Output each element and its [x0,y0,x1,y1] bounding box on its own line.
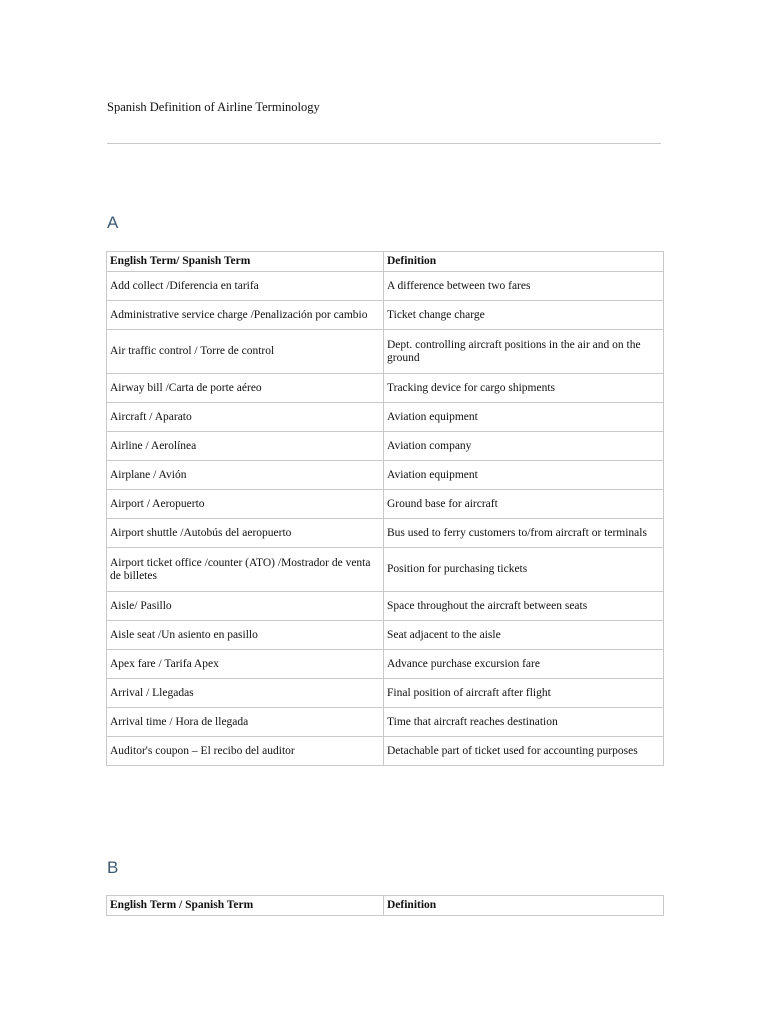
definition-cell: Advance purchase excursion fare [384,650,664,679]
table-row [107,519,664,548]
table-row [107,490,664,519]
definition-cell: Aviation company [384,432,664,461]
table-row [107,272,664,301]
terms-table-b [106,895,664,916]
document-title: Spanish Definition of Airline Terminology [107,100,320,114]
table-header-row [107,252,664,272]
table-row [107,374,664,403]
section-heading-a: A [107,213,119,232]
definition-cell: Position for purchasing tickets [384,548,664,592]
definition-cell: Detachable part of ticket used for accounting purposes [384,737,664,766]
definition-cell: Dept. controlling aircraft positions in the air and on the ground [384,330,664,374]
table-row [107,548,664,592]
definition-cell: Ground base for aircraft [384,490,664,519]
definition-cell: Bus used to ferry customers to/from aircraft or terminals [384,519,664,548]
term-cell: Arrival / Llegadas [107,679,384,708]
definition-cell: A difference between two fares [384,272,664,301]
term-cell: Air traffic control / Torre de control [107,330,384,374]
title-divider [107,143,661,144]
table-row [107,403,664,432]
term-cell: Aisle/ Pasillo [107,592,384,621]
table-row [107,301,664,330]
definition-cell: Seat adjacent to the aisle [384,621,664,650]
table-row [107,679,664,708]
term-cell: Airport / Aeropuerto [107,490,384,519]
table-row [107,650,664,679]
term-cell: Airplane / Avión [107,461,384,490]
term-cell: Airport ticket office /counter (ATO) /Mostrador de venta de billetes [107,548,384,592]
term-cell: Arrival time / Hora de llegada [107,708,384,737]
definition-cell: Ticket change charge [384,301,664,330]
table-row [107,737,664,766]
table-row [107,708,664,737]
term-cell: Auditor's coupon – El recibo del auditor [107,737,384,766]
definition-cell: Final position of aircraft after flight [384,679,664,708]
definition-cell: Aviation equipment [384,461,664,490]
column-header-term: English Term/ Spanish Term [107,252,384,272]
definition-cell: Aviation equipment [384,403,664,432]
term-cell: Add collect /Diferencia en tarifa [107,272,384,301]
term-cell: Airline / Aerolínea [107,432,384,461]
definition-cell: Tracking device for cargo shipments [384,374,664,403]
section-heading-b: B [107,858,119,877]
table-row [107,592,664,621]
term-cell: Airway bill /Carta de porte aéreo [107,374,384,403]
definition-cell: Space throughout the aircraft between seats [384,592,664,621]
column-header-definition: Definition [384,252,664,272]
term-cell: Airport shuttle /Autobús del aeropuerto [107,519,384,548]
table-row [107,461,664,490]
term-cell: Aisle seat /Un asiento en pasillo [107,621,384,650]
table-header-row [107,896,664,916]
terms-table-a [106,251,664,766]
table-row [107,432,664,461]
column-header-definition: Definition [384,896,664,916]
term-cell: Aircraft / Aparato [107,403,384,432]
column-header-term: English Term / Spanish Term [107,896,384,916]
term-cell: Administrative service charge /Penalización por cambio [107,301,384,330]
definition-cell: Time that aircraft reaches destination [384,708,664,737]
term-cell: Apex fare / Tarifa Apex [107,650,384,679]
table-row [107,621,664,650]
table-row [107,330,664,374]
